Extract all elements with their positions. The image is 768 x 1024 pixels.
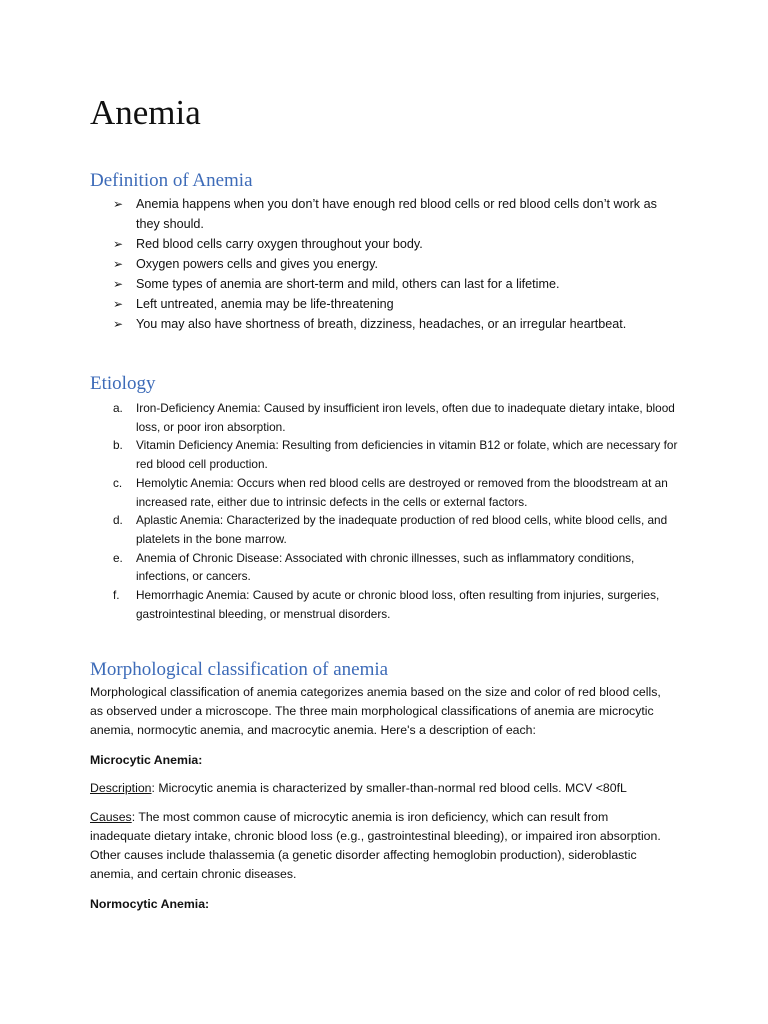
arrow-bullet-icon: ➢ — [113, 317, 124, 331]
list-item: ➢ You may also have shortness of breath, dizziness, headaches, or an irregular heartbeat. — [90, 314, 680, 334]
arrow-bullet-icon: ➢ — [113, 277, 124, 291]
page-title: Anemia — [90, 93, 201, 132]
description-label: Description — [90, 781, 152, 795]
list-item: c. Hemolytic Anemia: Occurs when red blood cells are destroyed or removed from the bloodstream at an increased rate, either due to intrinsic defects in the cells or external factors. — [113, 475, 668, 509]
causes-label: Causes — [90, 810, 132, 824]
arrow-bullet-icon: ➢ — [113, 257, 124, 271]
definition-list — [90, 194, 680, 334]
definition-heading: Definition of Anemia — [90, 170, 253, 191]
morphological-intro: Morphological classification of anemia categorizes anemia based on the size and color of red blood cells, as observed under a microscope. The three main morphological classifications of anemia are microcytic anemia, normocytic anemia, and macrocytic anemia. Here's a description of each: — [90, 685, 661, 737]
morphological-heading: Morphological classification of anemia — [90, 659, 389, 680]
arrow-bullet-icon: ➢ — [113, 237, 124, 251]
arrow-bullet-icon: ➢ — [113, 297, 124, 311]
list-item: ➢ Some types of anemia are short-term and mild, others can last for a lifetime. — [90, 274, 680, 294]
list-item: d. Aplastic Anemia: Characterized by the inadequate production of red blood cells, white blood cells, and platelets in the bone marrow. — [113, 513, 668, 546]
microcytic-description: Description: Microcytic anemia is characterized by smaller-than-normal red blood cells. MCV <80fL — [90, 781, 627, 795]
list-item: ➢ Anemia happens when you don’t have enough red blood cells or red blood cells don’t work as they should. — [90, 194, 680, 234]
normocytic-heading: Normocytic Anemia: — [90, 897, 210, 911]
arrow-bullet-icon: ➢ — [113, 197, 124, 211]
list-item: f. Hemorrhagic Anemia: Caused by acute or chronic blood loss, often resulting from injuries, surgeries, gastrointestinal bleeding, or menstrual disorders. — [113, 588, 660, 621]
list-item: ➢ Red blood cells carry oxygen throughout your body. — [90, 234, 680, 254]
list-item: a. Iron-Deficiency Anemia: Caused by insufficient iron levels, often due to inadequate dietary intake, blood loss, or poor iron absorption. — [113, 401, 675, 434]
etiology-heading: Etiology — [90, 373, 156, 394]
microcytic-causes: Causes: The most common cause of microcytic anemia is iron deficiency, which can result from inadequate dietary intake, chronic blood loss (e.g., gastrointestinal bleeding), or impaired iron absorption. Other causes include thalassemia (a genetic disorder affecting hemoglobin production), sideroblastic anemia, and certain chronic diseases. — [90, 810, 661, 881]
list-item: ➢ Oxygen powers cells and gives you energy. — [90, 254, 680, 274]
list-item: e. Anemia of Chronic Disease: Associated with chronic illnesses, such as inflammatory conditions, infections, or cancers. — [113, 550, 635, 584]
list-item: b. Vitamin Deficiency Anemia: Resulting from deficiencies in vitamin B12 or folate, which are necessary for red blood cell production. — [113, 438, 678, 472]
microcytic-heading: Microcytic Anemia: — [90, 753, 203, 767]
etiology-list — [90, 399, 680, 623]
list-item: ➢ Left untreated, anemia may be life-threatening — [90, 294, 680, 314]
